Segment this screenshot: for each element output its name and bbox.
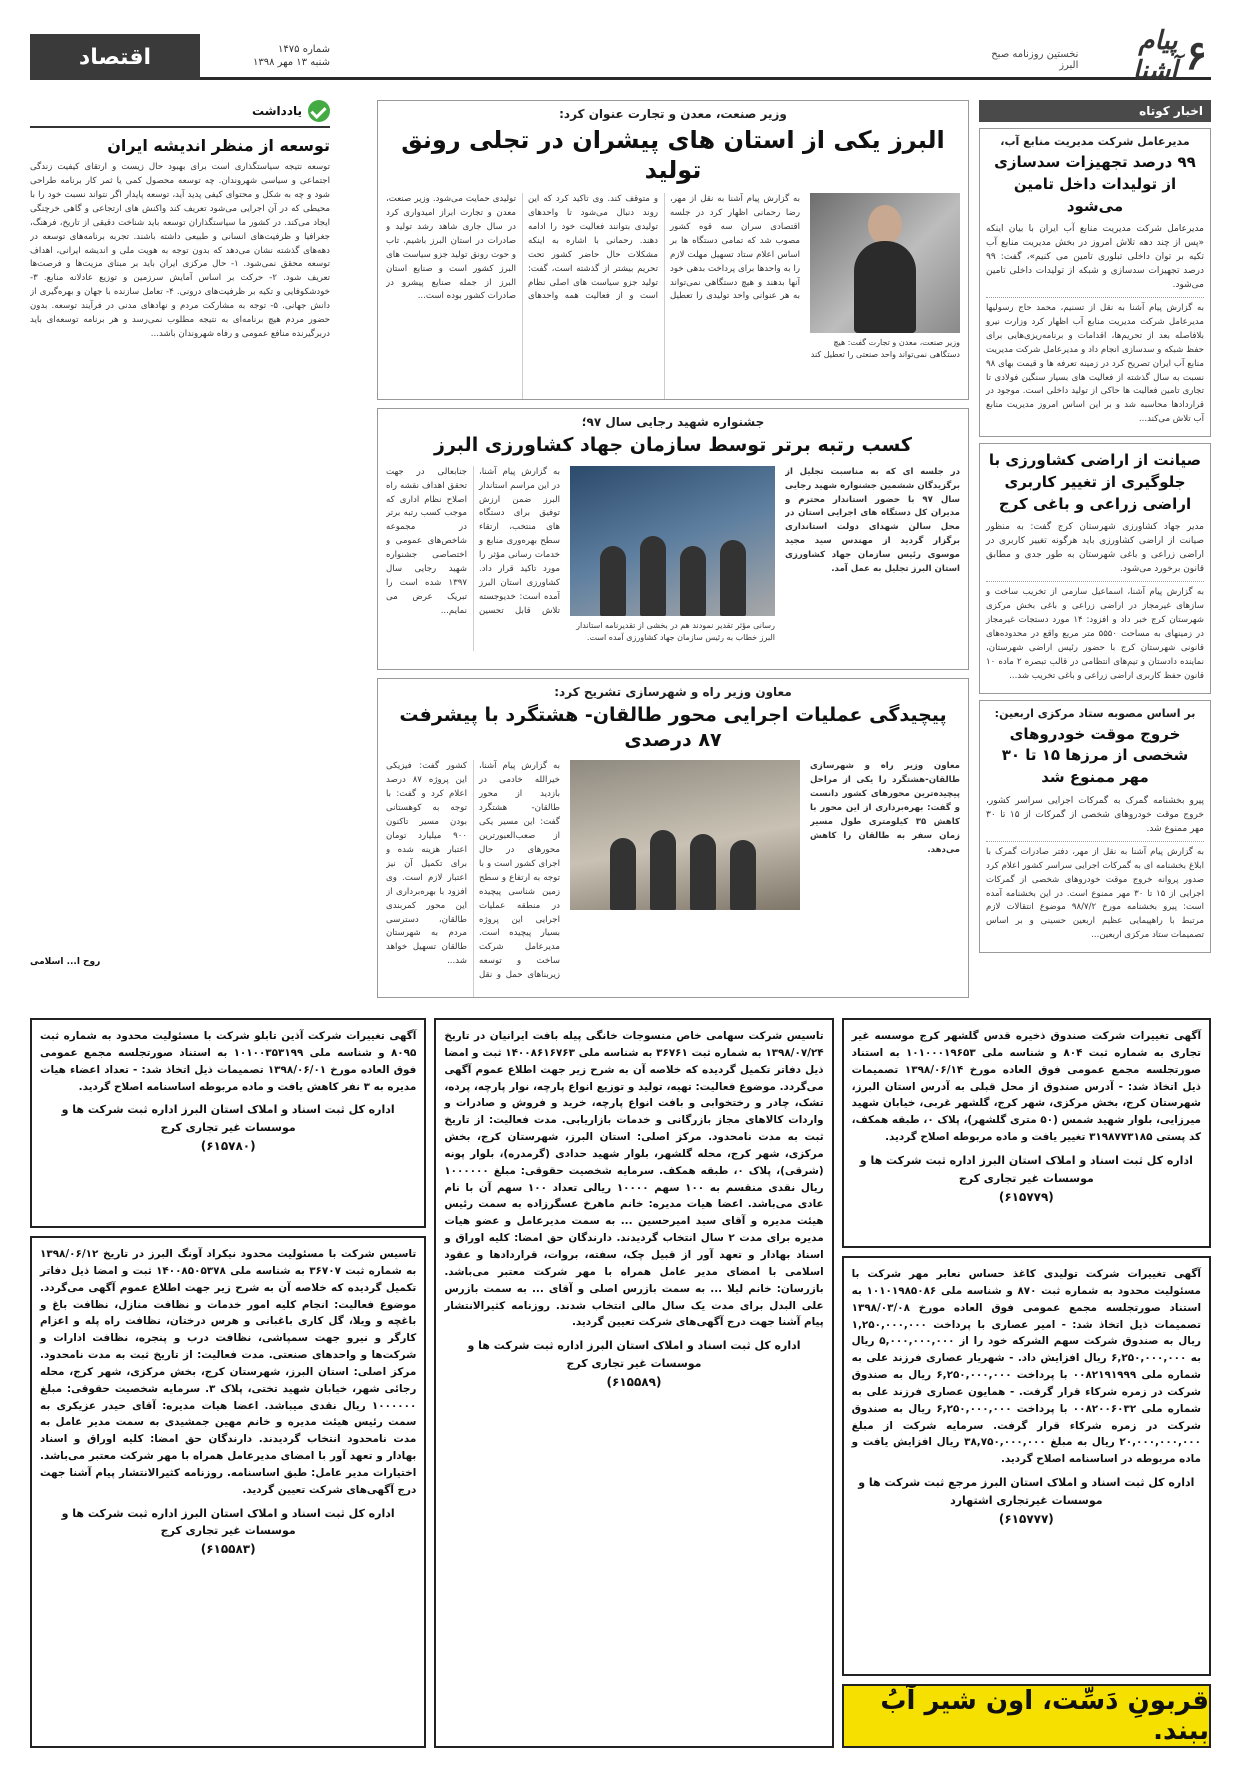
masthead bbox=[30, 25, 1211, 86]
news-item-farmland bbox=[979, 443, 1211, 693]
main-articles-column bbox=[377, 100, 969, 1008]
opinion-column bbox=[30, 100, 330, 1008]
ad-body: آگهی تغییرات شرکت صندوق ذخیره قدس گلشهر کرج موسسه غیر تجاری به شماره ثبت ۸۰۴ و شناسه ملی ۱۰۱۰۰۰۱۹۶۵۳ به استناد صورتجلسه مجمع عمومی فوق العاده مورخ ۱۳۹۸/۰۶/۱۴ تصمیمات ذیل اتخاذ شد: - آدرس صندوق از محل قبلی به آدرس استان البرز، شهرستان کرج، بخش مرکزی، شهر کرج، گلشهر غربی، خیابان شهید میرزایی، بلوار شهید شمس (۵۰ متری گلشهر)، پلاک ۰، طبقه همکف، کد پستی ۳۱۹۸۷۷۳۱۸۵ تغییر یافت و ماده مربوطه اصلاح گردید. bbox=[851, 1030, 1201, 1144]
article-body bbox=[386, 193, 800, 400]
ad-footer: اداره کل ثبت اسناد و املاک استان البرز اداره ثبت شرکت ها و موسسات غیر تجاری کرج bbox=[467, 1339, 801, 1370]
check-icon bbox=[308, 100, 330, 122]
news-body-text: به گزارش پیام آشنا، اسماعیل سارمی از تخریب ساخت و سازهای غیرمجاز در اراضی زراعی و باغی بخش مرکزی شهرستان کرج خبر داد و افزود: ۱۴ مورد دستجات غیرمجاز در زمینهای به مساحت ۵۵۵۰ متر مربع واقع در محدوده‌های قانونی شهرستان کرج با حضور رئیس اراضی شهرستان، نماینده دادستان و تیم‌های انتظامی در قالب تبصره ۲ ماده ۱۰ قانون حفظ کاربری اراضی زراعی و باغی تخریب شد... bbox=[986, 587, 1205, 681]
masthead-brand bbox=[971, 25, 1211, 86]
photo-caption: رسانی مؤثر تقدیر نمودند هم در بخشی از تقدیرنامه استاندار البرز خطاب به رئیس سازمان جهاد کشاورزی آمده است. bbox=[576, 620, 775, 642]
ad-body: آگهی تغییرات شرکت آذین تابلو شرکت با مسئولیت محدود به شماره ثبت ۸۰۹۵ و شناسه ملی ۱۰۱۰۰۳۵۳۱۹۹ به استناد صورتجلسه مجمع عمومی فوق العاده مورخ ۱۳۹۸/۰۶/۰۱ تصمیمات ذیل اتخاذ شد: - تعداد اعضاء هیات مدیره به ۳ نفر کاهش یافت و ماده مربوطه اساسنامه اصلاح گردید. bbox=[40, 1030, 417, 1093]
ad-pileh-baft bbox=[434, 1018, 833, 1748]
news-body bbox=[986, 302, 1204, 427]
article-body-text: به گزارش پیام آشنا، خیرالله خادمی در بازدید از محور طالقان- هشتگرد گفت: این مسیر یکی از صعب‌العبورترین محورهای در حال اجرای کشور است و با توجه به ارتفاع و سطح زمین شناسی پیچیده در منطقه عملیات اجرایی این پروژه بسیار پیچیده است. مدیرعامل شرکت ساخت و توسعه زیربناهای حمل و نقل کشور گفت: فیزیکی این پروژه ۸۷ درصد اعلام کرد و گفت: با توجه به کوهستانی بودن مسیر تاکنون ۹۰۰ میلیارد تومان اعتبار هزینه شده و برای تکمیل آن نیز اعتبار لازم است. وی افزود با بهره‌برداری از این محور کمربندی طالقان، دسترسی مردم به شهرستان طالقان تسهیل خواهد شد... bbox=[386, 761, 560, 981]
issue-info bbox=[200, 34, 340, 80]
ad-code: (۶۱۵۵۸۹) bbox=[606, 1374, 662, 1389]
news-headline: صیانت از اراضی کشاورزی با جلوگیری از تغییر کاربری اراضی زراعی و باغی کرج bbox=[988, 451, 1202, 513]
ad-footer: اداره کل ثبت اسناد و املاک استان البرز اداره ثبت شرکت ها و موسسات غیر تجاری کرج bbox=[859, 1153, 1193, 1185]
ad-code: (۶۱۵۷۷۹) bbox=[998, 1189, 1054, 1204]
ad-body: تاسیس شرکت سهامی خاص منسوجات خانگی پیله بافت ایرانیان در تاریخ ۱۳۹۸/۰۷/۲۴ به شماره ثبت ۳۶۷۶۱ به شناسه ملی ۱۴۰۰۸۶۱۶۷۶۳ ثبت و امضا ذیل دفاتر تکمیل گردیده که خلاصه آن به شرح زیر جهت اطلاع عموم آگهی می‌گردد. موضوع فعالیت: تهیه، تولید و توزیع انواع پارچه، نوار پارچه، پرده، تشک، چادر و رختخوابی و بافت انواع پارچه، خرید و فروش و صادرات و واردات کالاهای مجاز بازرگانی و خدمات بازاریابی. مدت فعالیت: از تاریخ ثبت به مدت نامحدود. مرکز اصلی: استان البرز، شهرستان کرج، بخش مرکزی، شهر کرج، محله گلشهر، بلوار شهید حدادی (گرمدره)، بلوار پونه (شرقی)، پلاک ۰، طبقه همکف. سرمایه شخصیت حقوقی: مبلغ ۱۰۰۰۰۰۰ ریال نقدی منقسم به ۱۰۰ سهم ۱۰۰۰۰ ریالی تعداد ۱۰۰ سهم آن با نام عادی می‌باشد. اعضا هیات مدیره: خانم ماهرخ عسگرزاده به سمت رئیس هیئت مدیره و آقای سید امیرحسین ... به سمت مدیرعامل و عضو هیات مدیره برای مدت ۲ سال انتخاب گردیدند. دارندگان حق امضا: کلیه اوراق و اسناد بهادار و تعهد آور از قبیل چک، سفته، بروات، قراردادها و عقود اسلامی با امضای مدیر عامل همراه با مهر شرکت معتبر می‌باشد. بازرسان: خانم لیلا ... به سمت بازرس اصلی و آقای ... به سمت بازرس علی البدل برای مدت یک سال مالی انتخاب شدند. روزنامه کثیرالانتشار پیام آشنا جهت درج آگهی‌های شرکت تعیین گردید. bbox=[444, 1030, 824, 1329]
news-item-dam-equipment bbox=[979, 128, 1211, 437]
opinion-author: روح ا... اسلامی bbox=[30, 957, 101, 967]
news-lead: مدیر جهاد کشاورزی شهرستان کرج گفت: به منظور صیانت از اراضی کشاورزی باید هرگونه تغییر کاربری در اراضی زراعی و باغی شهرستان به طور جدی و مطابق قانون برخورد می‌شود. bbox=[986, 521, 1204, 582]
ad-nikrad-avang bbox=[30, 1236, 426, 1748]
article-body-text: به گزارش پیام آشنا، در این مراسم استاندار البرز ضمن ارزش توفیق برای دستگاه های منتخب، ارتقاء سطح بهره‌وری منابع و خدمات رسانی مؤثر را مورد تاکید قرار داد. کشاورزی استان البرز آمده است: خدیوجسته تلاش قابل تحسین جنابعالی در جهت تحقق اهداف نقشه راه اصلاح نظام اداری که موجب کسب رتبه برتر در مجموعه شاخص‌های عمومی و اختصاصی جشنواره شهید رجایی سال ۱۳۹۷ شده است را تبریک عرض می نمایم... bbox=[386, 466, 560, 616]
article-pretitle: معاون وزیر راه و شهرسازی تشریح کرد: bbox=[554, 685, 792, 699]
news-pretitle: مدیرعامل شرکت مدیریت منابع آب، bbox=[1000, 135, 1190, 148]
ad-body: آگهی تغییرات شرکت تولیدی کاغذ حساس نعابر مهر شرکت با مسئولیت محدود به شماره ثبت ۸۷۰ و شناسه ملی ۱۰۱۰۱۹۸۵۰۸۶ به استناد صورتجلسه مجمع عمومی فوق العاده مورخ ۱۳۹۸/۰۳/۰۸ تصمیمات ذیل اتخاذ شد: - امیر عصاری با پرداخت ۱,۲۵۰,۰۰۰,۰۰۰ ریال به صندوق شرکت سهم الشرکه خود را از ۵,۰۰۰,۰۰۰,۰۰۰ ریال به ۶,۲۵۰,۰۰۰,۰۰۰ ریال افزایش داد. - شهریار عصاری فرزند علی به شماره ملی ۰۰۸۲۱۹۱۹۹۹ با پرداخت ۶,۲۵۰,۰۰۰,۰۰۰ ریال به صندوق شرکت در زمره شرکاء قرار گرفت. - همایون عصاری فرزند علی به شماره ملی ۰۰۸۲۰۰۶۰۳۲ با پرداخت ۶,۲۵۰,۰۰۰,۰۰۰ ریال به صندوق شرکت در زمره شرکاء قرار گرفت. سرمایه شرکت از مبلغ ۲۰,۰۰۰,۰۰۰,۰۰۰ ریال به مبلغ ۳۸,۷۵۰,۰۰۰,۰۰۰ ریال افزایش یافت و ماده مربوطه در اساسنامه اصلاح گردید. bbox=[851, 1268, 1201, 1466]
ad-azin-tablo bbox=[30, 1018, 426, 1228]
minister-photo bbox=[810, 193, 960, 333]
short-news-column bbox=[979, 100, 1211, 1008]
issue-date: شنبه ۱۳ مهر ۱۳۹۸ bbox=[252, 56, 330, 68]
ad-footer: اداره کل ثبت اسناد و املاک استان البرز اداره ثبت شرکت ها و موسسات غیر تجاری کرج bbox=[61, 1506, 395, 1538]
ad-code: (۶۱۵۷۸۰) bbox=[200, 1139, 256, 1153]
article-headline: پیچیدگی عملیات اجرایی محور طالقان- هشتگرد با پیشرفت ۸۷ درصدی bbox=[399, 704, 947, 751]
issue-number: شماره ۱۴۷۵ bbox=[278, 43, 330, 55]
ad-body: تاسیس شرکت با مسئولیت محدود نیکراد آونگ البرز در تاریخ ۱۳۹۸/۰۶/۱۲ به شماره ثبت ۳۶۷۰۷ به شناسه ملی ۱۴۰۰۸۵۰۵۳۷۸ ثبت و امضا ذیل دفاتر تکمیل گردیده که خلاصه آن به شرح زیر جهت اطلاع عموم آگهی می‌گردد. موضوع فعالیت: انجام کلیه امور خدمات و نظافت منازل، نظافت باغ و باغچه و ویلا، گل کاری باغبانی و هرس درختان، نظافت راه پله و اعزام کارگر و نیرو جهت سمپاشی، نظافت درب و پنجره، نظافت ادارات و شرکت‌ها و واحدهای صنعتی. مدت فعالیت: از تاریخ ثبت به مدت نامحدود. مرکز اصلی: استان البرز، شهرستان کرج، بخش مرکزی، شهر کرج، محله رجائی شهر، خیابان شهید تختی، پلاک ۳. سرمایه شخصیت حقوقی: مبلغ ۱۰۰۰۰۰۰ ریال نقدی میباشد. اعضا هیات مدیره: آقای حیدر عزیکری به سمت رئیس هیئت مدیره و خانم مهین جمشیدی به سمت مدیر عامل به مدت نامحدود انتخاب گردیدند. دارندگان حق امضا: کلیه اوراق و اسناد بهادار و تعهد آور با امضای مدیرعامل همراه با مهر شرکت معتبر می‌باشد. اختیارات مدیر عامل: طبق اساسنامه. روزنامه کثیرالانتشار پیام آشنا جهت درج آگهی‌های شرکت تعیین گردید. bbox=[40, 1248, 417, 1496]
page-number: ۶ bbox=[1185, 31, 1207, 79]
award-ceremony-photo bbox=[570, 466, 775, 616]
article-agri-award bbox=[377, 408, 969, 670]
opinion-label: یادداشت bbox=[252, 104, 302, 118]
article-taleghan-road bbox=[377, 678, 969, 998]
article-headline: البرز یکی از استان های پیشران در تجلی رونق تولید bbox=[401, 126, 945, 184]
masthead-rule bbox=[340, 34, 971, 80]
ad-footer: اداره کل ثبت اسناد و املاک استان البرز مرجع ثبت شرکت ها و موسسات غیرتجاری اشتهارد bbox=[858, 1476, 1195, 1507]
article-body bbox=[386, 466, 560, 651]
article-intro-text: معاون وزیر راه و شهرسازی طالقان-هشتگرد را یکی از مراحل پیچیده‌ترین محورهای کشور دانست و گفت: بهره‌برداری از این محور با کاهش ۳۵ کیلومتری طول مسیر زمان سفر به طالقان را کاهش می‌دهد. bbox=[810, 761, 960, 855]
photo-caption: وزیر صنعت، معدن و تجارت گفت: هیچ دستگاهی نمی‌تواند واحد صنعتی را تعطیل کند bbox=[810, 338, 960, 359]
article-body bbox=[386, 760, 560, 998]
article-pretitle: وزیر صنعت، معدن و تجارت عنوان کرد: bbox=[559, 107, 787, 121]
ad-qods-fund bbox=[842, 1018, 1211, 1248]
short-news-kicker: اخبار کوتاه bbox=[979, 100, 1211, 122]
opinion-body bbox=[30, 161, 330, 951]
water-saving-slogan: قربونِ دَسِّت، اون شیر آبُ ببند. bbox=[842, 1684, 1211, 1748]
article-pretitle: جشنواره شهید رجایی سال ۹۷؛ bbox=[581, 415, 765, 429]
news-lead: مدیرعامل شرکت مدیریت منابع آب ایران با بیان اینکه «پس از چند دهه تلاش امروز در بخش مدیریت منابع آب تکیه بر توان داخلی تبلوری تامین می کنیم»، گفت: ۹۹ درصد تجهیزات سدسازی و شبکه از تولیدات داخلی تامین می‌شود. bbox=[986, 223, 1204, 298]
ad-kaghaz-hassas bbox=[842, 1256, 1211, 1676]
article-intro-text: در جلسه ای که به مناسبت تجلیل از برگزیدگان ششمین جشنواره شهید رجایی سال ۹۷ با حضور استاندار محترم و مدیران کل دستگاه های اجرایی استان در محل سالن شهدای دولت استانداری برگزار گردید از مهندس سید مجید موسوی رئیس سازمان جهاد کشاورزی استان البرز تجلیل به عمل آمد. bbox=[785, 466, 960, 575]
article-intro bbox=[810, 760, 960, 998]
road-visit-photo bbox=[570, 760, 800, 910]
article-body-text: به گزارش پیام آشنا به نقل از مهر، رضا رحمانی اظهار کرد در جلسه اقتصادی سران سه قوه کشور مصوب شد که تمامی دستگاه ها بر اساس اعلام ستاد تسهیل مهلت لازم را به واحدها برای پرداخت بدهی خود آنها بدهند و هیچ دستگاهی نمی‌تواند به هر عنوانی واحد تولیدی را تعطیل و متوقف کند. وی تاکید کرد که این روند دنبال می‌شود تا واحدهای تولیدی بتوانند فعالیت خود را ادامه دهند. رحمانی با اشاره به اینکه مشکلات حال حاضر کشور تحت تحریم بیشتر از گذشته است، گفت: تولید جزو سیاست های اصلی نظام است و از فعالیت همه واحدهای تولیدی حمایت می‌شود. وزیر صنعت، معدن و تجارت ابراز امیدواری کرد در سال جاری شاهد رشد تولید و صادرات در استان البرز باشیم. تاب و حوت رونق تولید جزو سیاست های البرز کشور است و صنایع استان البرز از جمله صنایع پیشرو در صادرات کشور بوده است... bbox=[386, 194, 800, 302]
newspaper-tagline: نخستین روزنامه صبح البرز bbox=[991, 49, 1079, 71]
news-lead: پیرو بخشنامه گمرک به گمرکات اجرایی سراسر کشور، خروج موقت خودروهای شخصی از گمرکات از ۱۵ تا ۳۰ مهر ممنوع شد. bbox=[986, 795, 1204, 842]
news-pretitle: بر اساس مصوبه ستاد مرکزی اربعین: bbox=[994, 706, 1196, 720]
article-headline: کسب رتبه برتر توسط سازمان جهاد کشاورزی البرز bbox=[434, 434, 912, 456]
article-alborz-production bbox=[377, 100, 969, 400]
news-body bbox=[986, 586, 1204, 683]
ad-code: (۶۱۵۵۸۳) bbox=[200, 1542, 256, 1557]
news-body-text: به گزارش پیام آشنا به نقل از تسنیم، محمد حاج رسولیها مدیرعامل شرکت مدیریت منابع آب اظهار کرد وزارت نیرو بلافاصله بعد از تحریم‌ها، اقدامات و برنامه‌ریزی‌هایی برای حفظ شبکه و سدسازی انجام داد و مدیرعامل شرکت مدیریت منابع آب ایران تصریح کرد در زمینه تعرفه ها و قیمت بهای ۹۸ نسبت به سال گذشته از فعالیت های بسیار سنگین فولادی تا تجاری تامین فعالیت ها حاکی از تولید داخلی است. موجود در قرارداد‌ها محاسبه شد و بر این اساس امروز مدیریت منابع آب تلاش می‌کند... bbox=[986, 302, 1204, 425]
article-intro bbox=[785, 466, 960, 651]
ad-code: (۶۱۵۷۷۷) bbox=[998, 1511, 1054, 1526]
opinion-body-text: توسعه نتیجه سیاستگذاری است برای بهبود حال زیست و ارتقای کیفیت زندگی اجتماعی و سیاسی شهروندان. چه توسعه محصول کمی یا ثمر کار برنامه طراحی شود و چه به شکل و محتوای کیفی پدید آید، توسعه پایدار اگر نتواند نسبت خود را با محیطی که در آن اجرایی می‌شود تعریف کند واکنش های ارتجاعی و گاهی خرچنگی ایجاد می‌کند. در کشور ما سیاستگذاران توسعه باید شناخت دقیقی از تاریخ، فرهنگ، جغرافیا و ظرفیت‌های انسانی و طبیعی داشته باشند. تجربه برنامه‌های توسعه در دهه‌های گذشته نشان می‌دهد که بدون توجه به هویت ملی و اندیشه ایرانی، اهداف توسعه محقق نمی‌شود. ۱- حال مرکزی ایران باید بر مبنای مزیت‌ها و فرصت‌ها تعریف شود. ۲- حرکت بر اساس آمایش سرزمین و توزیع عادلانه منابع. ۳- خودشکوفایی و تکیه بر ظرفیت‌های درونی. ۴- تعامل سازنده با جهان و بهره‌گیری از دانش جهانی. ۵- توجه به مشارکت مردم و نهادهای مدنی در فرآیند توسعه. بدون حضور مردم هیچ برنامه‌ای به نتیجه مطلوب نمی‌رسد و هر برنامه توسعه‌ای باید دربرگیرنده منافع عمومی و رفاه شهروندان باشد... bbox=[30, 162, 330, 340]
opinion-header bbox=[30, 100, 330, 128]
section-title: اقتصاد bbox=[30, 34, 200, 80]
news-item-border-cars bbox=[979, 700, 1211, 954]
news-body-text: به گزارش پیام آشنا به نقل از مهر، دفتر صادرات گمرک با ابلاغ بخشنامه ای به گمرکات اجرایی سراسر کشور اعلام کرد صدور پروانه خروج موقت خودروهای شخصی از گمرکات اجرایی از ۱۵ تا ۳۰ مهر ممنوع است. در این بخشنامه آمده است: پیرو بخشنامه مورخ ۹۸/۷/۲ موضوع انتقالات لازم مرتبط با راهپیمایی عظیم اربعین حسینی و بر اساس تصمیمات ستاد مرکزی اربعین... bbox=[986, 846, 1205, 941]
news-body bbox=[986, 846, 1204, 943]
legal-ads-section bbox=[30, 1018, 1211, 1748]
news-headline: خروج موقت خودروهای شخصی از مرزها ۱۵ تا ۳۰ مهر ممنوع شد bbox=[1001, 724, 1189, 787]
ad-footer: اداره کل ثبت اسناد و املاک استان البرز اداره ثبت شرکت ها و موسسات غیر تجاری کرج bbox=[61, 1103, 395, 1135]
opinion-title: توسعه از منظر اندیشه ایران bbox=[107, 136, 330, 155]
newspaper-logo: پیام آشنا bbox=[1132, 25, 1178, 86]
news-headline: ۹۹ درصد تجهیزات سدسازی از تولیدات داخل تامین می‌شود bbox=[994, 153, 1196, 215]
